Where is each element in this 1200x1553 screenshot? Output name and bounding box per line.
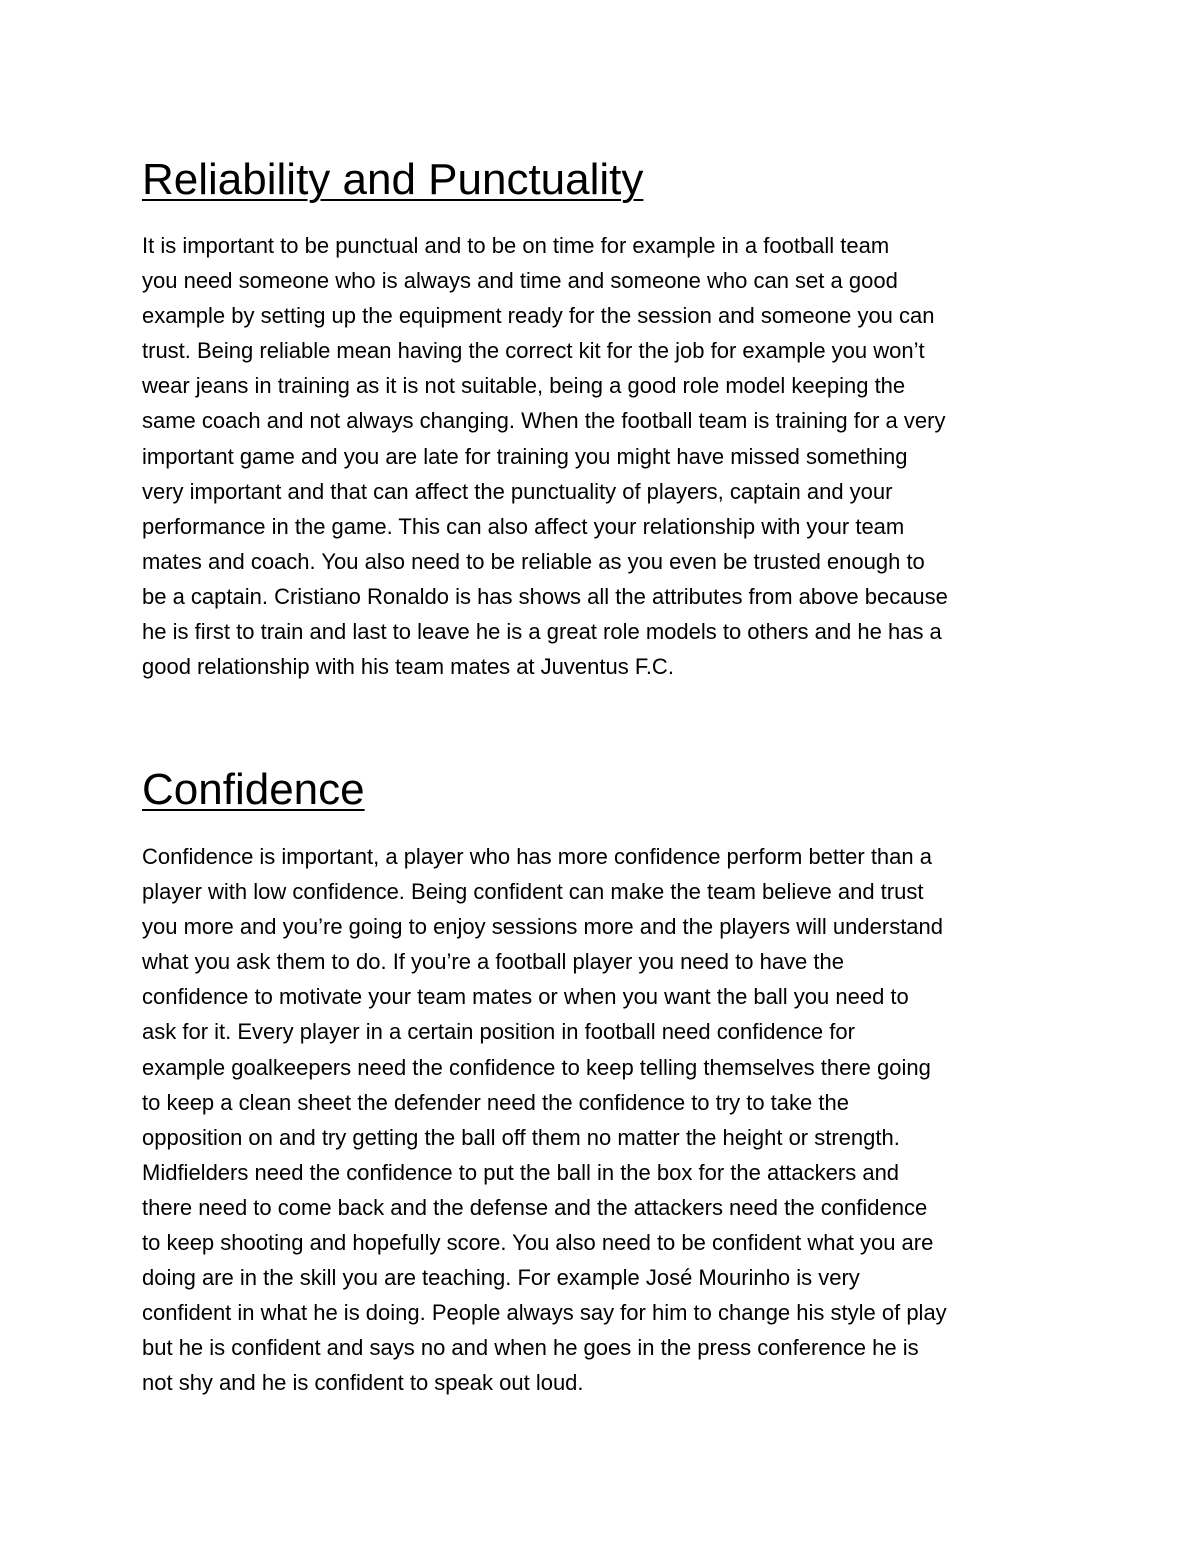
- paragraph-line: same coach and not always changing. When the football team is training for a very: [142, 408, 946, 434]
- paragraph-line: you need someone who is always and time and someone who can set a good: [142, 268, 898, 294]
- paragraph-line: doing are in the skill you are teaching. For example José Mourinho is very: [142, 1265, 860, 1291]
- paragraph-line: but he is confident and says no and when he goes in the press conference he is: [142, 1335, 919, 1361]
- paragraph-line: It is important to be punctual and to be on time for example in a football team: [142, 233, 890, 258]
- paragraph-line: performance in the game. This can also affect your relationship with your team: [142, 513, 905, 539]
- paragraph-line: to keep a clean sheet the defender need the confidence to try to take the: [142, 1089, 849, 1115]
- paragraph-line: mates and coach. You also need to be reliable as you even be trusted enough to: [142, 548, 925, 574]
- paragraph-line: you more and you’re going to enjoy sessions more and the players will understand: [142, 914, 944, 940]
- paragraph-line: example by setting up the equipment ready for the session and someone you can: [142, 303, 935, 329]
- paragraph-line: Confidence is important, a player who has more confidence perform better than a: [142, 844, 932, 869]
- paragraph-line: very important and that can affect the punctuality of players, captain and your: [142, 478, 893, 504]
- paragraph-line: confidence to motivate your team mates or when you want the ball you need to: [142, 984, 909, 1010]
- section-heading-confidence: Confidence: [142, 765, 365, 814]
- paragraph-line: Midfielders need the confidence to put the ball in the box for the attackers and: [142, 1159, 900, 1185]
- paragraph-line: wear jeans in training as it is not suitable, being a good role model keeping the: [142, 373, 906, 399]
- paragraph-line: not shy and he is confident to speak out loud.: [142, 1370, 584, 1396]
- paragraph-line: important game and you are late for training you might have missed something: [142, 443, 908, 469]
- paragraph-line: there need to come back and the defense and the attackers need the confidence: [142, 1194, 928, 1220]
- paragraph-line: opposition on and try getting the ball off them no matter the height or strength.: [142, 1124, 900, 1150]
- paragraph-line: be a captain. Cristiano Ronaldo is has shows all the attributes from above because: [142, 583, 948, 609]
- paragraph-line: ask for it. Every player in a certain position in football need confidence for: [142, 1019, 855, 1045]
- paragraph-line: confident in what he is doing. People always say for him to change his style of play: [142, 1300, 947, 1326]
- section-body-confidence: [142, 839, 947, 1401]
- paragraph-line: example goalkeepers need the confidence to keep telling themselves there going: [142, 1054, 931, 1080]
- paragraph-line: what you ask them to do. If you’re a football player you need to have the: [142, 949, 844, 975]
- paragraph-line: player with low confidence. Being confident can make the team believe and trust: [142, 879, 924, 905]
- paragraph-line: he is first to train and last to leave he is a great role models to others and he has a: [142, 619, 942, 645]
- paragraph-line: to keep shooting and hopefully score. You also need to be confident what you are: [142, 1230, 934, 1256]
- paragraph-line: trust. Being reliable mean having the correct kit for the job for example you won’t: [142, 338, 925, 364]
- section-heading-reliability: Reliability and Punctuality: [142, 155, 644, 204]
- paragraph-line: good relationship with his team mates at Juventus F.C.: [142, 654, 674, 680]
- section-body-reliability: [142, 228, 948, 684]
